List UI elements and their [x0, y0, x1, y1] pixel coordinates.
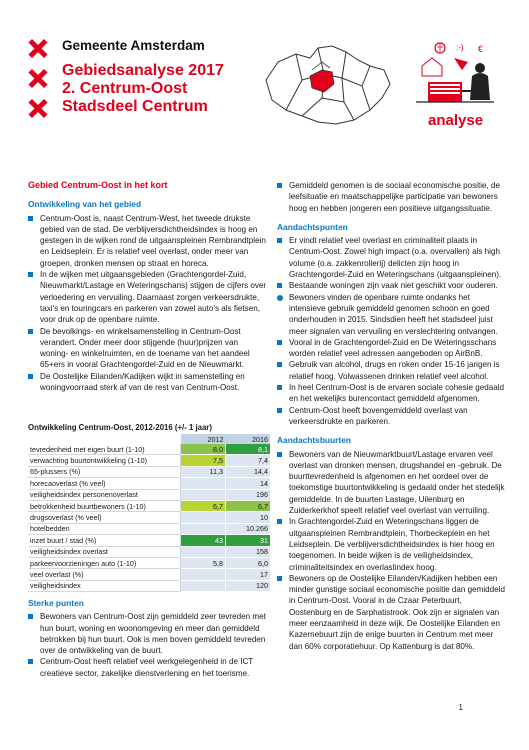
table-cell-2016: 120 — [226, 580, 271, 591]
list-item: Bewoners van Centrum-Oost zijn gemiddeld zeer tevreden met hun buurt, woning en woonomgeving en meer dan gemiddeld betrokken bij hun buurt. Ook is men boven gemiddeld tevreden over de ontwikkeling van de buurt. — [28, 611, 268, 656]
aandacht-list — [277, 235, 505, 427]
table-cell-2016: 6,7 — [226, 500, 271, 511]
list-item: In de wijken met uitgaansgebieden (Grachtengordel-Zuid, Nieuwmarkt/Lastage en Weteringschans) stijgen de cijfers over verloedering en vervuiling. Daarnaast zorgen verkeersdrukte, taxi's en touringcars en parkeren van zowel auto's als fietsen, voor druk op de openbare ruimte. — [28, 269, 268, 325]
sterke-list — [28, 611, 268, 679]
sterke-title: Sterke punten — [28, 598, 84, 608]
table-cell-2016: 14,4 — [226, 466, 271, 477]
table-row — [28, 535, 270, 546]
table-title: Ontwikkeling Centrum-Oost, 2012-2016 (+/- 1 jaar) — [28, 423, 212, 432]
amsterdam-x-icon-1 — [28, 38, 48, 58]
buurten-list — [277, 449, 505, 652]
intro-list — [277, 180, 505, 214]
table-row-label: tevredenheid met eigen buurt (1-10) — [28, 444, 181, 455]
amsterdam-x-icon-3 — [28, 98, 48, 118]
table-row-label: veiligheidsindex personenoverlast — [28, 489, 181, 500]
title-line-2: 2. Centrum-Oost — [62, 80, 188, 97]
list-item: Bewoners vinden de openbare ruimte ondanks het intensieve gebruik gemiddeld genomen schoon en goed onderhouden in 2015. Sindsdien heeft het stadsdeel juist meer signalen van vervuiling en verslechtering ontvangen. — [277, 292, 505, 337]
table-row — [28, 580, 270, 591]
table-header-row — [28, 434, 270, 444]
sterke-section — [28, 598, 268, 679]
analyse-label: analyse — [428, 112, 484, 129]
table-row-label: horecaoverlast (% veel) — [28, 478, 181, 489]
table-row — [28, 523, 270, 534]
table-cell-2012: 8,0 — [181, 444, 226, 455]
table-cell-2012: 11,3 — [181, 466, 226, 477]
table-cell-2012 — [181, 569, 226, 580]
title-line-1: Gebiedsanalyse 2017 — [62, 62, 224, 79]
list-item: De Oostelijke Eilanden/Kadijken wijkt in samenstelling en woningvoorraad sterk af van de rest van Centrum-Oost. — [28, 371, 268, 394]
list-item: De bevolkings- en winkelsamenstelling in Centrum-Oost verandert. Onder meer door stijgende (huur)prijzen van woning- en winkelruimten, en de toename van het aandeel 65+ers in vooral Grachtengordel-Zuid en de Nieuwmarkt. — [28, 326, 268, 371]
list-item: Er vindt relatief veel overlast en criminaliteit plaats in Centrum-Oost. Zowel high impact (o.a. overvallen) als high volume (o.a. zakkenrollerij) delicten zijn hoog in Grachtengordel-Zuid en Weteringschans (uitgaanspleinen). — [277, 235, 505, 280]
table-cell-2016: 17 — [226, 569, 271, 580]
ontwikkeling-title: Ontwikkeling van het gebied — [28, 199, 142, 210]
table-row-label: 65-plussers (%) — [28, 466, 181, 477]
table-cell-2012: 43 — [181, 535, 226, 546]
aandacht-title: Aandachtspunten — [277, 221, 348, 232]
table-cell-2016: 158 — [226, 546, 271, 557]
title-line-3: Stadsdeel Centrum — [62, 98, 208, 115]
table-cell-2012 — [181, 478, 226, 489]
table-row — [28, 478, 270, 489]
list-item: In Grachtengordel-Zuid en Weteringschans liggen de uitgaanspleinen Rembrandtplein, Thorbeckeplein en het Leidseplein. De verblijversdichtheidsindex is hier hoog en toegenomen. In beide wijken is de veiligheidsindex, criminaliteitsindex en overlastindex hoog. — [277, 516, 505, 572]
table-row — [28, 557, 270, 568]
centrum-oost-highlight — [310, 70, 334, 92]
table-cell-2016: 14 — [226, 478, 271, 489]
table-header-blank — [28, 434, 181, 444]
table-row-label: inzet buurt / stad (%) — [28, 535, 181, 546]
table-cell-2016: 31 — [226, 535, 271, 546]
table-cell-2016: 6,0 — [226, 557, 271, 568]
page-number: 1 — [458, 703, 463, 712]
table-row — [28, 569, 270, 580]
table-row-label: verwachting buurtontwikkeling (1-10) — [28, 455, 181, 466]
list-item: Centrum-Oost heeft relatief veel werkgelegenheid in de ICT creatieve sector, zakelijke dienstverlening en het toerisme. — [28, 656, 268, 679]
development-table — [28, 434, 270, 592]
table-row — [28, 489, 270, 500]
table-row-label: veel overlast (%) — [28, 569, 181, 580]
table-cell-2012: 6,7 — [181, 500, 226, 511]
amsterdam-x-icon-2 — [28, 68, 48, 88]
list-item: Gemiddeld genomen is de sociaal economische positie, de leefsituatie en maatschappelijke participatie van bewoners hoog en hebben jongeren een positieve uitgangssituatie. — [277, 180, 505, 214]
table-row — [28, 512, 270, 523]
list-item: Gebruik van alcohol, drugs en roken onder 15-16 jarigen is relatief hoog. Volwassenen drinken relatief veel alcohol. — [277, 359, 505, 382]
buurten-title: Aandachtsbuurten — [277, 435, 351, 446]
table-row-label: parkeervoorzieningen auto (1-10) — [28, 557, 181, 568]
list-item: In heel Centrum-Oost is de ervaren sociale cohesie gedaald en het wekelijks burencontact gemiddeld afgenomen. — [277, 382, 505, 405]
table-row-label: betrokkenheid buurtbewoners (1-10) — [28, 500, 181, 511]
table-cell-2016: 7,4 — [226, 455, 271, 466]
table-cell-2016: 196 — [226, 489, 271, 500]
list-item: Vooral in de Grachtengordel-Zuid en De Weteringsschans worden relatief veel adressen aangeboden op AirBnB. — [277, 337, 505, 360]
list-item: Centrum-Oost heeft bovengemiddeld overlast van verkeersdrukte en parkeren. — [277, 405, 505, 428]
table-cell-2012 — [181, 523, 226, 534]
table-cell-2016: 8,1 — [226, 444, 271, 455]
list-item: Bewoners van de Nieuwmarktbuurt/Lastage ervaren veel overlast van dronken mensen, drugshandel en -gebruik. De buurttevredenheid is afgenomen en het oordeel over de toekomstige buurtontwikkeling is gedaald onder het stedelijk gemiddelde. In de buurten Lastage, Uilenburg en Zuiderkerkhof speelt relatief veel overlast van verruiling. — [277, 449, 505, 517]
table-cell-2012 — [181, 546, 226, 557]
ontwikkeling-list — [28, 213, 268, 394]
table-cell-2012 — [181, 512, 226, 523]
table-cell-2012 — [181, 580, 226, 591]
table-row — [28, 444, 270, 455]
svg-text:€: € — [478, 44, 484, 54]
city-name: Gemeente Amsterdam — [62, 38, 205, 53]
table-row-label: drugsoverlast (% veel) — [28, 512, 181, 523]
table-row — [28, 546, 270, 557]
table-cell-2012: 7,5 — [181, 455, 226, 466]
table-row-label: hotelbedden — [28, 523, 181, 534]
table-row-label: veiligheidsindex overlast — [28, 546, 181, 557]
table-cell-2012 — [181, 489, 226, 500]
list-item: Bewoners op de Oostelijke Eilanden/Kadijken hebben een minder gunstige sociaal economische positie dan gemiddeld in Centrum-Oost. Vooral in de Czaar Peterbuurt, Oostenburg en de Sarphatistrook. Ook zijn er signalen van meer eenzaamheid in deze wijk. De Oostelijke Eilanden en Kazernebuurt zijn de enige buurten in Centrum met meer dan 60% corporatiehuur. Op Kattenburg is dat 80%. — [277, 573, 505, 652]
section-title: Gebied Centrum-Oost in het kort — [28, 180, 168, 190]
table-cell-2016: 10 — [226, 512, 271, 523]
table-cell-2012: 5,8 — [181, 557, 226, 568]
table-header-2016: 2016 — [226, 434, 271, 444]
svg-text::-): :-) — [456, 43, 464, 52]
table-row-label: veiligheidsindex — [28, 580, 181, 591]
list-item: Centrum-Oost is, naast Centrum-West, het tweede drukste gebied van de stad. De verblijversdichtheidsindex is hoog en gestegen in de wijken rond de uitgaanspleinen Rembrandtplein en Leidseplein. Er is relatief veel overlast, onder meer van groepen, dronken mensen op straat en horeca. — [28, 213, 268, 269]
right-column — [277, 180, 505, 652]
table-row — [28, 466, 270, 477]
left-column — [28, 180, 268, 393]
list-item: Bestaande woningen zijn vaak niet geschikt voor ouderen. — [277, 280, 505, 291]
table-cell-2016: 10.266 — [226, 523, 271, 534]
table-row — [28, 455, 270, 466]
table-header-2012: 2012 — [181, 434, 226, 444]
table-row — [28, 500, 270, 511]
analyse-illustration — [410, 40, 500, 112]
district-map — [258, 40, 398, 126]
